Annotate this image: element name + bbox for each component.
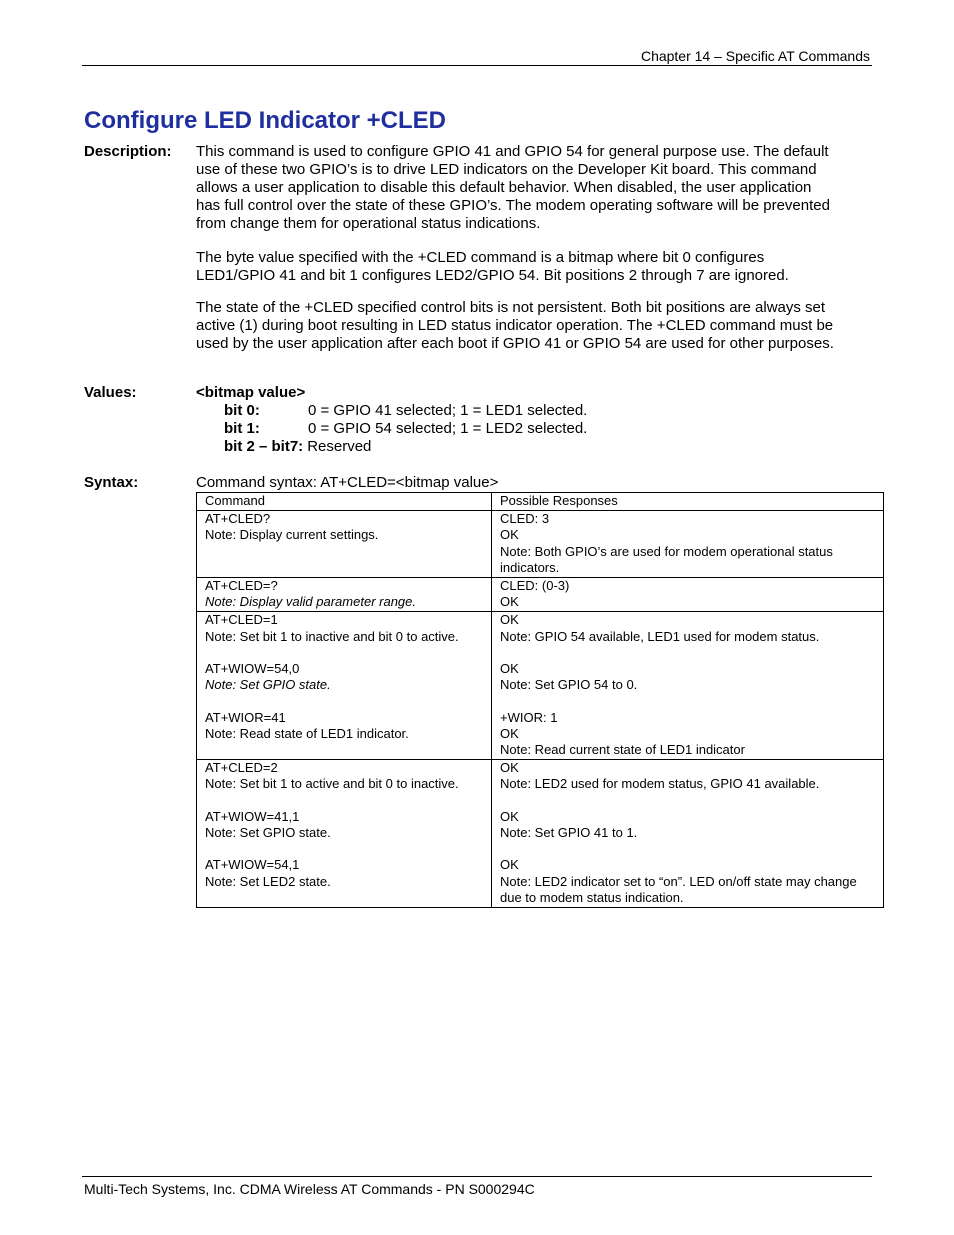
- command-syntax: Command syntax: AT+CLED=<bitmap value>: [196, 474, 499, 491]
- cell-line: Note: Set bit 1 to inactive and bit 0 to active.: [205, 628, 459, 644]
- footer-text: Multi-Tech Systems, Inc. CDMA Wireless AT Commands - PN S000294C: [84, 1181, 535, 1197]
- table-row: [197, 760, 884, 908]
- description-paragraph-3: The state of the +CLED specified control bits is not persistent. Both bit positions are always set active (1) during boot resulting in LED status indicator operation. The +CLED command must be used by the user application after each boot if GPIO 41 or GPIO 54 are used for other purposes.: [196, 299, 834, 352]
- cell-line: Note: LED2 indicator set to “on”. LED on/off state may change due to modem status indication.: [500, 873, 857, 905]
- cell-line: AT+CLED?: [205, 511, 271, 527]
- chapter-header: Chapter 14 – Specific AT Commands: [640, 48, 870, 64]
- cell-line: Note: Set LED2 state.: [205, 873, 331, 889]
- cell-line: OK: [500, 760, 519, 776]
- bit-2-7-row: [224, 438, 371, 455]
- cell-line: AT+CLED=1: [205, 612, 278, 628]
- bitmap-value-heading: <bitmap value>: [196, 384, 306, 401]
- command-cell: [197, 612, 492, 760]
- cell-line: [500, 793, 876, 809]
- bit-text: Reserved: [307, 438, 372, 455]
- command-table: [196, 492, 884, 908]
- cell-line: Note: Read current state of LED1 indicator: [500, 742, 745, 758]
- cell-line: [205, 693, 484, 709]
- cell-line: Note: Set GPIO state.: [205, 825, 331, 841]
- command-cell: [197, 511, 492, 578]
- response-cell: [492, 612, 884, 760]
- cell-line: [205, 645, 484, 661]
- cell-line: AT+CLED=2: [205, 760, 278, 776]
- table-row: [197, 612, 884, 760]
- cell-line: Note: LED2 used for modem status, GPIO 41 available.: [500, 776, 820, 792]
- cell-line: [500, 693, 876, 709]
- command-cell: [197, 578, 492, 612]
- footer-divider: [82, 1176, 872, 1177]
- cell-line: Note: Both GPIO’s are used for modem operational status indicators.: [500, 543, 833, 575]
- table-row: [197, 578, 884, 612]
- description-label: Description:: [84, 143, 172, 160]
- table-row: [197, 511, 884, 578]
- column-header-command: Command: [197, 493, 492, 511]
- bit-key: bit 0:: [224, 402, 260, 419]
- cell-line: Note: Display valid parameter range.: [205, 594, 416, 610]
- cell-line: OK: [500, 725, 519, 741]
- cell-line: AT+WIOW=54,1: [205, 857, 300, 873]
- cell-line: AT+WIOR=41: [205, 709, 286, 725]
- bit-key: bit 2 – bit7:: [224, 438, 304, 455]
- cell-line: [205, 793, 484, 809]
- cell-line: [500, 645, 876, 661]
- cell-line: AT+WIOW=41,1: [205, 808, 300, 824]
- bit-1-row: [224, 420, 587, 437]
- response-cell: [492, 760, 884, 908]
- cell-line: Note: Read state of LED1 indicator.: [205, 725, 409, 741]
- response-cell: [492, 578, 884, 612]
- cell-line: Note: Set GPIO 41 to 1.: [500, 825, 638, 841]
- cell-line: Note: Set bit 1 to active and bit 0 to inactive.: [205, 776, 459, 792]
- cell-line: OK: [500, 808, 519, 824]
- cell-line: [500, 841, 876, 857]
- cell-line: [205, 841, 484, 857]
- cell-line: OK: [500, 857, 519, 873]
- cell-line: AT+CLED=?: [205, 578, 278, 594]
- cell-line: OK: [500, 527, 519, 543]
- cell-line: AT+WIOW=54,0: [205, 661, 300, 677]
- cell-line: CLED: (0-3): [500, 578, 570, 594]
- cell-line: +WIOR: 1: [500, 709, 558, 725]
- column-header-responses: Possible Responses: [492, 493, 884, 511]
- syntax-label: Syntax:: [84, 474, 139, 491]
- description-paragraph-1: This command is used to configure GPIO 41 and GPIO 54 for general purpose use. The default use of these two GPIO’s is to drive LED indicators on the Developer Kit board. This command allows a user application to disable this default behavior. When disabled, the user application has full control over the state of these GPIO’s. The modem operating software will be prevented from change them for operational status indications.: [196, 143, 830, 232]
- cell-line: CLED: 3: [500, 511, 550, 527]
- cell-line: Note: Display current settings.: [205, 527, 379, 543]
- values-label: Values:: [84, 384, 137, 401]
- cell-line: OK: [500, 661, 519, 677]
- cell-line: OK: [500, 594, 519, 610]
- bit-key: bit 1:: [224, 420, 260, 437]
- cell-line: Note: GPIO 54 available, LED1 used for modem status.: [500, 628, 820, 644]
- table-header-row: [197, 493, 884, 511]
- command-cell: [197, 760, 492, 908]
- cell-line: OK: [500, 612, 519, 628]
- response-cell: [492, 511, 884, 578]
- cell-line: Note: Set GPIO state.: [205, 677, 331, 693]
- description-paragraph-2: The byte value specified with the +CLED command is a bitmap where bit 0 configures LED1/GPIO 41 and bit 1 configures LED2/GPIO 54. Bit positions 2 through 7 are ignored.: [196, 249, 789, 284]
- page-title: Configure LED Indicator +CLED: [84, 107, 447, 134]
- cell-line: Note: Set GPIO 54 to 0.: [500, 677, 638, 693]
- header-divider: [82, 65, 872, 66]
- bit-0-row: [224, 402, 587, 419]
- bit-text: 0 = GPIO 54 selected; 1 = LED2 selected.: [308, 420, 588, 437]
- bit-text: 0 = GPIO 41 selected; 1 = LED1 selected.: [308, 402, 588, 419]
